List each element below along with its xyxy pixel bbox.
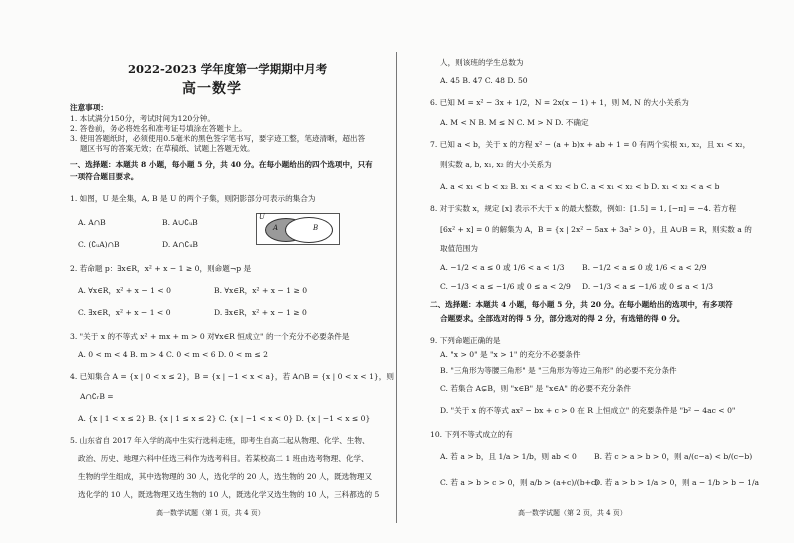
question-7-options: A. a < x₁ < b < x₂ B. x₁ < a < x₂ < b C. a < x₁ < x₂ < b D. x₁ < x₂ < a < b — [440, 182, 720, 191]
question-1-option-a: A. A∩B — [78, 218, 106, 227]
question-2-option-a: A. ∀x∈R，x² + x − 1 < 0 — [78, 286, 171, 295]
question-8-stem: 8. 对于实数 x，规定 [x] 表示不大于 x 的最大整数，例如：[1.5] = 1, [−π] = −4. 若方程 — [430, 204, 737, 213]
exam-subject: 高一数学 — [182, 81, 242, 97]
question-5-end: 人，则该班的学生总数为 — [440, 58, 524, 67]
question-4-options: A. {x | 1 < x ≤ 2} B. {x | 1 ≤ x ≤ 2} C. {x | −1 < x < 0} D. {x | −1 < x ≤ 0} — [78, 414, 371, 423]
question-1-option-c: C. (∁ᵤA)∩B — [78, 240, 120, 249]
page-divider — [396, 52, 397, 523]
question-5-line: 选化学的 10 人，既选物理又选生物的 10 人，既选化学又选生物的 10 人，三科都选的 5 — [78, 490, 380, 499]
left-page — [0, 0, 396, 543]
page-footer-1: 高一数学试题（第 1 页，共 4 页） — [156, 509, 265, 517]
question-5-line: 政治、历史、地理六科中任选三科作为选考科目。若某校高二 1 班由选考物理、化学、 — [78, 454, 369, 463]
question-9-option-c: C. 若集合 A⊊B，则 "x∈B" 是 "x∈A" 的必要不充分条件 — [440, 384, 632, 393]
question-7-stem: 7. 已知 a < b，关于 x 的方程 x² − (a + b)x + ab + 1 = 0 有两个实根 x₁, x₂，且 x₁ < x₂， — [430, 140, 751, 149]
notice-heading: 注意事项： — [70, 103, 108, 112]
notice-item: 3. 使用答题纸时，必须使用0.5毫米的黑色签字笔书写，要字迹工整，笔迹清晰，超出答 — [70, 134, 366, 143]
question-7-stem-cont: 则实数 a, b, x₁, x₂ 的大小关系为 — [440, 160, 552, 169]
section-2-heading: 二、选择题：本题共 4 小题，每小题 5 分，共 20 分。在每小题给出的选项中，有多项符 — [430, 300, 733, 309]
question-5-line: 5. 山东省自 2017 年入学的高中生实行选科走班，即考生自高二起从物理、化学、生物、 — [70, 436, 370, 445]
question-10-stem: 10. 下列不等式成立的有 — [430, 430, 513, 439]
question-2-stem: 2. 若命题 p：∃x∈R，x² + x − 1 ≥ 0，则命题¬p 是 — [70, 264, 252, 273]
question-2-option-d: D. ∃x∈R，x² + x − 1 ≥ 0 — [214, 308, 307, 317]
question-6-options: A. M < N B. M ≤ N C. M > N D. 不确定 — [440, 118, 589, 127]
question-8-stem-cont: [6x² + x] = 0 的解集为 A，B = {x | 2x² − 5ax + 3a² > 0}，且 A∪B = R，则实数 a 的 — [440, 225, 752, 234]
right-page — [398, 0, 794, 543]
question-2-option-b: B. ∀x∈R，x² + x − 1 ≥ 0 — [214, 286, 308, 295]
question-4-stem-cont: A∩∁ᵣB = — [80, 392, 114, 401]
section-1-heading: 一、选择题：本题共 8 小题，每小题 5 分，共 40 分。在每小题给出的四个选项中，只有 — [70, 160, 373, 169]
question-9-stem: 9. 下列命题正确的是 — [430, 336, 501, 345]
question-6-stem: 6. 已知 M = x² − 3x + 1/2，N = 2x(x − 1) + 1，则 M, N 的大小关系为 — [430, 98, 689, 107]
question-9-option-b: B. "三角形为等腰三角形" 是 "三角形为等边三角形" 的必要不充分条件 — [440, 366, 677, 375]
exam-title: 2022-2023 学年度第一学期期中月考 — [128, 62, 328, 76]
section-2-heading-cont: 合题要求。全部选对的得 5 分，部分选对的得 2 分，有选错的得 0 分。 — [440, 314, 685, 323]
question-9-option-a: A. "x > 0" 是 "x > 1" 的充分不必要条件 — [440, 350, 581, 359]
question-10-option-d: D. 若 a > b > 1/a > 0，则 a − 1/b > b − 1/a — [594, 478, 760, 487]
section-1-heading-cont: 一项符合题目要求。 — [70, 172, 139, 181]
page-footer-2: 高一数学试题（第 2 页，共 4 页） — [518, 509, 627, 517]
venn-label-u: U — [259, 213, 265, 221]
question-8-option-a: A. −1/2 < a ≤ 0 或 1/6 < a < 1/3 — [440, 263, 565, 272]
question-8-option-b: B. −1/2 < a ≤ 0 或 1/6 < a < 2/9 — [582, 263, 707, 272]
set-b-ellipse — [285, 217, 333, 243]
question-1-option-d: D. A∩∁ᵤB — [162, 240, 198, 249]
question-10-option-a: A. 若 a > b，且 1/a > 1/b，则 ab < 0 — [440, 452, 577, 461]
question-9-option-d: D. "关于 x 的不等式 ax² − bx + c > 0 在 R 上恒成立" 的充要条件是 "b² − 4ac < 0" — [440, 406, 736, 415]
notice-item: 2. 答卷前，务必将姓名和准考证号填涂在答题卡上。 — [70, 124, 247, 133]
question-8-option-d: D. −1/3 < a ≤ −1/6 或 0 ≤ a < 1/3 — [582, 282, 714, 291]
question-3-stem: 3. "关于 x 的不等式 x² + mx + m > 0 对∀x∈R 恒成立" 的一个充分不必要条件是 — [70, 332, 350, 341]
venn-label-b: B — [313, 224, 319, 232]
question-10-option-c: C. 若 a > b > c > 0，则 a/b > (a+c)/(b+c) — [440, 478, 599, 487]
question-8-stem-cont: 取值范围为 — [440, 244, 478, 253]
question-10-option-b: B. 若 c > a > b > 0，则 a/(c−a) < b/(c−b) — [594, 452, 753, 461]
notice-item: 题区书写的答案无效；在草稿纸、试题上答题无效。 — [80, 144, 255, 153]
question-1-option-b: B. A∪∁ᵤB — [162, 218, 198, 227]
notice-item: 1. 本试满分150分，考试时间为120分钟。 — [70, 114, 215, 123]
venn-label-a: A — [273, 224, 279, 232]
question-5-options: A. 45 B. 47 C. 48 D. 50 — [440, 76, 528, 85]
question-3-options: A. 0 < m < 4 B. m > 4 C. 0 < m < 6 D. 0 < m ≤ 2 — [78, 350, 268, 359]
venn-diagram — [256, 213, 340, 245]
question-4-stem: 4. 已知集合 A = {x | 0 < x ≤ 2}，B = {x | −1 < x < a}，若 A∩B = {x | 0 < x < 1}，则 — [70, 372, 394, 381]
question-2-option-c: C. ∃x∈R，x² + x − 1 < 0 — [78, 308, 171, 317]
question-8-option-c: C. −1/3 < a ≤ −1/6 或 0 ≤ a < 2/9 — [440, 282, 571, 291]
question-5-line: 生物的学生组成，其中选物理的 30 人，选化学的 20 人，选生物的 20 人，既选物理又 — [78, 472, 373, 481]
question-1-stem: 1. 如图，U 是全集，A, B 是 U 的两个子集，则阴影部分可表示的集合为 — [70, 194, 316, 203]
